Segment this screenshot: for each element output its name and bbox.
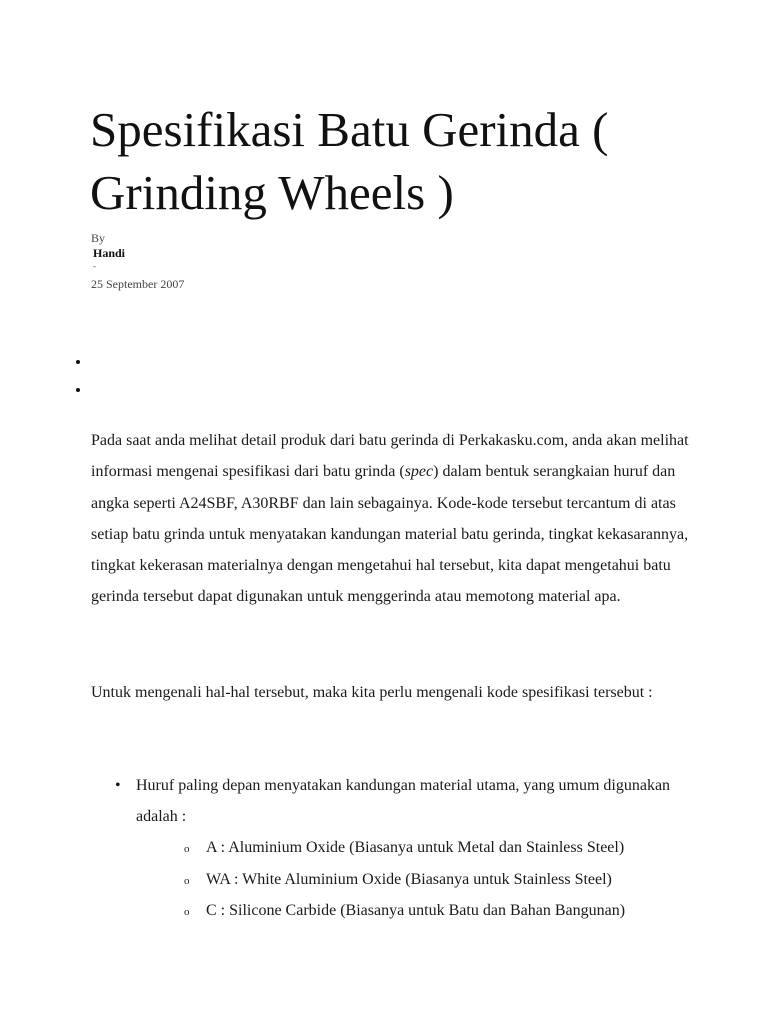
circle-bullet-marker: o [184,906,190,918]
bullet-marker: • [115,777,121,794]
intro-text-end: ) dalam bentuk serangkaian huruf dan angka seperti A24SBF, A30RBF dan lain sebagainya. Kode-kode tersebut tercantum di atas setiap batu grinda untuk menyatakan kandungan material batu gerinda, tingkat kekasarannya, tingkat kekerasan materialnya dengan mengetahui hal tersebut, kita dapat mengetahui batu gerinda tersebut dapat digunakan untuk menggerinda atau memotong material apa. [91,463,689,606]
sublist-item-text: A : Aluminium Oxide (Biasanya untuk Metal dan Stainless Steel) [206,839,625,856]
intro-paragraph [91,425,691,613]
article-title: Spesifikasi Batu Gerinda ( Grinding Wheels ) [90,102,609,220]
sublist-item [136,864,715,896]
byline-separator: - [93,261,96,271]
material-sublist [136,832,715,927]
sublist-item-text: C : Silicone Carbide (Biasanya untuk Batu dan Bahan Bangunan) [206,902,626,919]
circle-bullet-marker: o [184,874,190,887]
circle-bullet-marker: o [184,843,190,855]
intro-text-start: Pada saat anda melihat detail produk dari batu gerinda di Perkakasku.com, anda akan melihat informasi mengenai spesifikasi dari batu grinda ( [91,432,689,481]
sublist-item [136,895,715,927]
spec-term: spec [404,463,434,481]
author-link[interactable]: Handi [93,246,126,260]
spec-intro-paragraph: Untuk mengenali hal-hal tersebut, maka kita perlu mengenali kode spesifikasi tersebut : [91,684,653,701]
sublist-item [136,832,715,864]
publish-date: 25 September 2007 [91,277,185,291]
spec-code-list [115,770,715,927]
list-item-text: Huruf paling depan menyatakan kandungan material utama, yang umum digunakan adalah : [136,777,671,825]
list-item [115,770,715,927]
sublist-item-text: WA : White Aluminium Oxide (Biasanya untuk Stainless Steel) [206,870,612,888]
byline-prefix: By [91,231,106,245]
